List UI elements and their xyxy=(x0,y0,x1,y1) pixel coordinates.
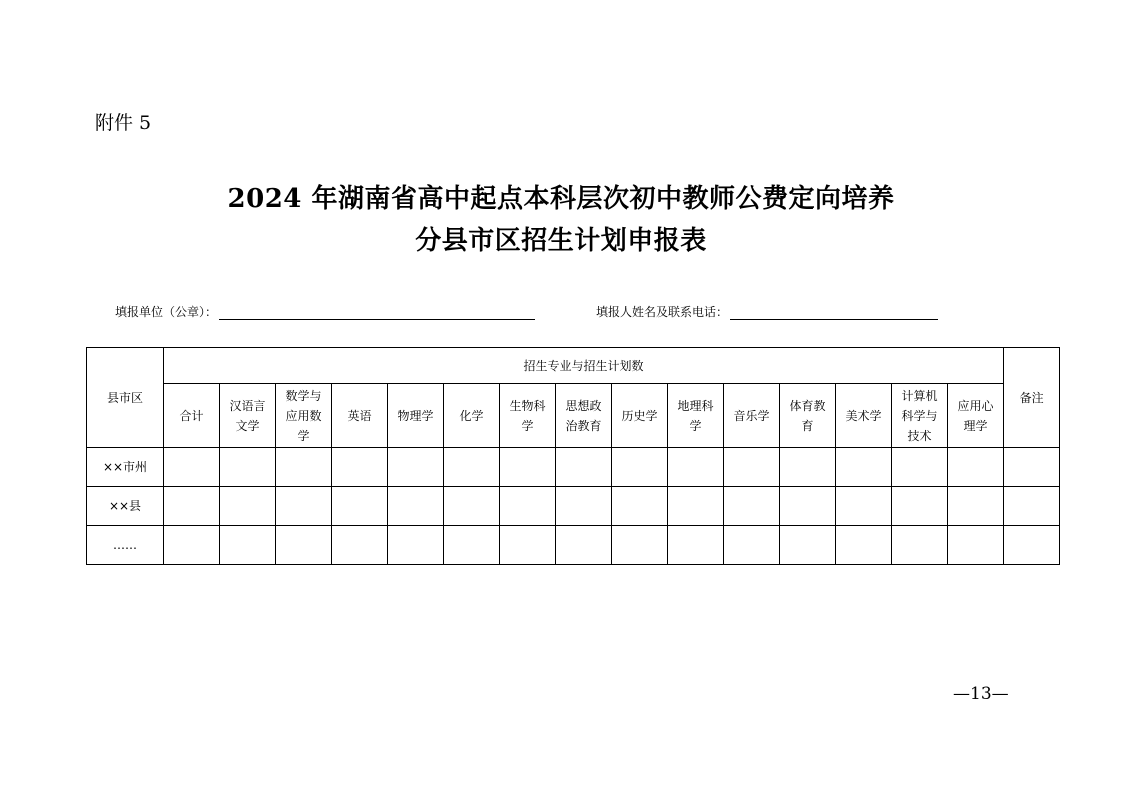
table-cell[interactable] xyxy=(668,526,724,565)
header-subject xyxy=(948,384,1004,448)
header-subject xyxy=(556,384,612,448)
table-cell[interactable] xyxy=(500,448,556,487)
table-cell[interactable] xyxy=(332,448,388,487)
header-subject-label: 化学 xyxy=(459,408,484,423)
table-cell[interactable] xyxy=(556,487,612,526)
header-remark: 备注 xyxy=(1004,348,1060,448)
header-subject-label: 物理学 xyxy=(397,408,434,423)
table-cell[interactable] xyxy=(780,448,836,487)
table-cell[interactable] xyxy=(948,487,1004,526)
table-cell[interactable] xyxy=(388,448,444,487)
header-subject xyxy=(612,384,668,448)
table-cell[interactable] xyxy=(444,526,500,565)
header-subject xyxy=(164,384,220,448)
table-cell[interactable] xyxy=(836,448,892,487)
header-subject-label: 汉语言文学 xyxy=(229,398,266,433)
unit-label: 填报单位（公章）： xyxy=(115,305,218,319)
table-cell[interactable] xyxy=(724,487,780,526)
header-subject xyxy=(836,384,892,448)
header-subject-label: 美术学 xyxy=(845,408,882,423)
header-region: 县市区 xyxy=(87,348,164,448)
table-row xyxy=(87,487,1060,526)
table-cell[interactable] xyxy=(892,526,948,565)
table-cell[interactable] xyxy=(276,487,332,526)
table-cell[interactable] xyxy=(220,526,276,565)
header-subject-label: 计算机科学与技术 xyxy=(901,388,938,443)
header-subject xyxy=(332,384,388,448)
page-number: —13— xyxy=(953,684,1009,704)
header-subject xyxy=(892,384,948,448)
table-cell[interactable] xyxy=(332,526,388,565)
table-cell[interactable] xyxy=(948,526,1004,565)
header-subject-label: 地理科学 xyxy=(677,398,714,433)
table-cell[interactable] xyxy=(892,448,948,487)
header-subject xyxy=(500,384,556,448)
table-cell[interactable] xyxy=(668,448,724,487)
table-cell[interactable] xyxy=(500,487,556,526)
table-cell[interactable] xyxy=(612,526,668,565)
header-subject-label: 数学与应用数学 xyxy=(285,388,322,443)
header-subject-label: 生物科学 xyxy=(509,398,546,433)
header-subject-label: 合计 xyxy=(179,408,204,423)
header-subject-label: 英语 xyxy=(347,408,372,423)
table-cell[interactable] xyxy=(332,487,388,526)
header-subject-label: 思想政治教育 xyxy=(565,398,602,433)
table-cell[interactable] xyxy=(1004,526,1060,565)
table-cell[interactable] xyxy=(164,487,220,526)
unit-fill-field xyxy=(115,303,535,320)
table-header-row xyxy=(87,348,1060,384)
header-subject xyxy=(220,384,276,448)
header-subject-label: 体育教育 xyxy=(789,398,826,433)
table-cell[interactable] xyxy=(724,448,780,487)
table-cell[interactable] xyxy=(220,448,276,487)
table-row xyxy=(87,448,1060,487)
header-subject xyxy=(276,384,332,448)
table-cell[interactable] xyxy=(276,448,332,487)
table-row xyxy=(87,526,1060,565)
enrollment-plan-table xyxy=(86,347,1060,565)
header-subject-label: 历史学 xyxy=(621,408,658,423)
table-cell[interactable] xyxy=(276,526,332,565)
table-cell[interactable] xyxy=(836,487,892,526)
table-cell[interactable] xyxy=(388,487,444,526)
table-cell[interactable] xyxy=(1004,487,1060,526)
table-cell[interactable] xyxy=(556,448,612,487)
table-cell[interactable] xyxy=(668,487,724,526)
header-subject xyxy=(444,384,500,448)
table-cell[interactable] xyxy=(500,526,556,565)
table-cell[interactable] xyxy=(780,487,836,526)
row-region-label: ××县 xyxy=(87,487,164,526)
person-contact-blank-line[interactable] xyxy=(730,305,938,320)
header-subject-label: 应用心理学 xyxy=(957,398,994,433)
table-cell[interactable] xyxy=(220,487,276,526)
table-cell[interactable] xyxy=(164,526,220,565)
table-cell[interactable] xyxy=(780,526,836,565)
header-subject xyxy=(780,384,836,448)
table-cell[interactable] xyxy=(836,526,892,565)
header-subject xyxy=(724,384,780,448)
row-region-label: …… xyxy=(87,526,164,565)
row-region-label: ××市州 xyxy=(87,448,164,487)
header-subject xyxy=(668,384,724,448)
header-subject xyxy=(388,384,444,448)
table-cell[interactable] xyxy=(388,526,444,565)
attachment-label: 附件 5 xyxy=(95,112,152,134)
document-title-line1: 2024 年湖南省高中起点本科层次初中教师公费定向培养 xyxy=(227,184,895,214)
person-fill-field xyxy=(596,303,938,320)
person-contact-label: 填报人姓名及联系电话： xyxy=(596,305,729,319)
header-subject-label: 音乐学 xyxy=(733,408,770,423)
table-cell[interactable] xyxy=(1004,448,1060,487)
table-cell[interactable] xyxy=(948,448,1004,487)
table-cell[interactable] xyxy=(164,448,220,487)
table-body xyxy=(87,448,1060,565)
table-cell[interactable] xyxy=(892,487,948,526)
table-cell[interactable] xyxy=(444,448,500,487)
table-cell[interactable] xyxy=(612,487,668,526)
table-subheader-row xyxy=(87,384,1060,448)
table-cell[interactable] xyxy=(612,448,668,487)
table-cell[interactable] xyxy=(444,487,500,526)
document-title-line2: 分县市区招生计划申报表 xyxy=(415,226,707,256)
table-cell[interactable] xyxy=(556,526,612,565)
table-cell[interactable] xyxy=(724,526,780,565)
unit-blank-line[interactable] xyxy=(219,305,535,320)
header-majors-group: 招生专业与招生计划数 xyxy=(164,348,1004,384)
